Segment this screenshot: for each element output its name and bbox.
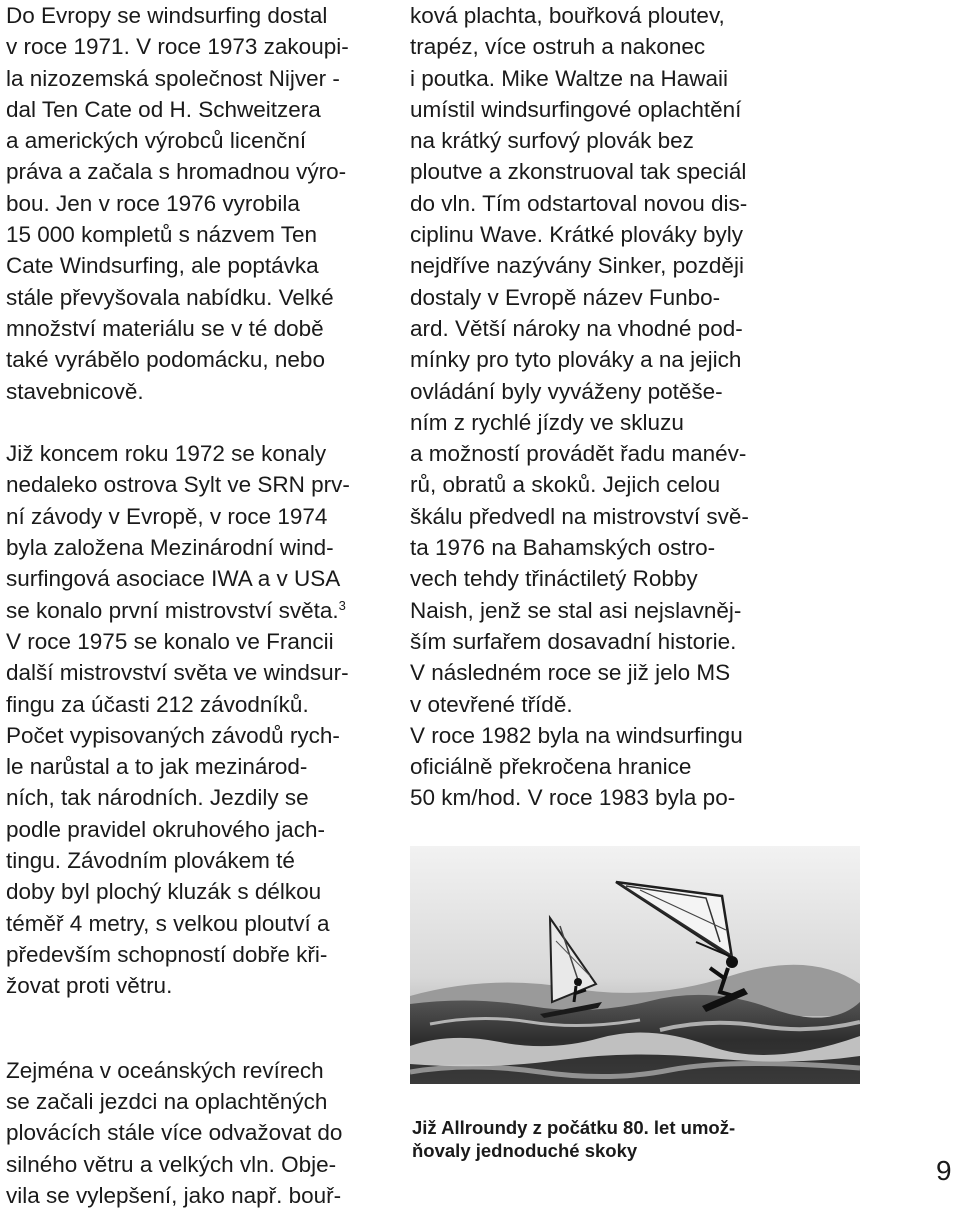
text-line: silného větru a velkých vln. Obje- (6, 1151, 337, 1177)
right-paragraph-1 (410, 0, 862, 814)
text-line: a možností provádět řadu manév- (410, 441, 747, 467)
text-line: 50 km/hod. V roce 1983 byla po- (410, 785, 736, 811)
text-line: oficiálně překročena hranice (410, 754, 692, 780)
text-line: v roce 1971. V roce 1973 zakoupi- (6, 34, 349, 60)
text-line: tingu. Závodním plovákem té (6, 848, 295, 874)
text-line: na krátký surfový plovák bez (410, 128, 694, 154)
text-line: nejdříve nazývány Sinker, později (410, 253, 744, 279)
caption-line: Již Allroundy z počátku 80. let umož- (412, 1117, 736, 1138)
text-line: žovat proti větru. (6, 973, 173, 999)
left-paragraph-3 (6, 1055, 401, 1211)
text-line: také vyrábělo podomácku, nebo (6, 347, 325, 373)
text-line: především schopností dobře kři- (6, 941, 328, 967)
paragraph-gap (6, 407, 401, 438)
text-line: i poutka. Mike Waltze na Hawaii (410, 65, 729, 91)
text-line: Zejména v oceánských revírech (6, 1057, 324, 1083)
text-line: ciplinu Wave. Krátké plováky byly (410, 222, 744, 248)
photo-image (410, 846, 860, 1084)
text-line: ploutve a zkonstruoval tak speciál (410, 159, 747, 185)
text-line: vech tehdy třináctiletý Robby (410, 566, 698, 592)
text-line: rů, obratů a skoků. Jejich celou (410, 472, 721, 498)
text-line: plovácích stále více odvažovat do (6, 1120, 343, 1146)
text-line: a amerických výrobců licenční (6, 128, 307, 154)
text-line: V roce 1982 byla na windsurfingu (410, 722, 743, 748)
text-line: nedaleko ostrova Sylt ve SRN prv- (6, 472, 350, 498)
text-line (6, 595, 401, 626)
footnote-marker: 3 (338, 597, 346, 613)
text-line: stavebnicově. (6, 378, 144, 404)
text-line: v otevřené třídě. (410, 691, 573, 717)
text-line: la nizozemská společnost Nijver - (6, 65, 340, 91)
text-line: stále převyšovala nabídku. Velké (6, 284, 334, 310)
text-line: ard. Větší nároky na vhodné pod- (410, 315, 743, 341)
text-line: bou. Jen v roce 1976 vyrobila (6, 190, 300, 216)
text-line: podle pravidel okruhového jach- (6, 816, 325, 842)
text-line: V následném roce se již jelo MS (410, 660, 731, 686)
text-line: do vln. Tím odstartoval novou dis- (410, 190, 748, 216)
left-text-column (6, 0, 401, 1211)
text-line: Do Evropy se windsurfing dostal (6, 3, 328, 28)
paragraph-gap (6, 1002, 401, 1033)
text-line: surfingová asociace IWA a v USA (6, 566, 341, 592)
text-line: dal Ten Cate od H. Schweitzera (6, 96, 321, 122)
text-line: Cate Windsurfing, ale poptávka (6, 253, 319, 279)
text-line: le narůstal a to jak mezinárod- (6, 754, 308, 780)
text-line: práva a začala s hromadnou výro- (6, 159, 347, 185)
text-line: mínky pro tyto plováky a na jejich (410, 347, 742, 373)
left-paragraph-2 (6, 438, 401, 1001)
text-line: ních, tak národních. Jezdily se (6, 785, 309, 811)
caption-line: ňovaly jednoduché skoky (412, 1140, 638, 1161)
text-line: Počet vypisovaných závodů rych- (6, 722, 340, 748)
text-line-content: se konalo první mistrovství světa. (6, 597, 339, 623)
text-line: ním z rychlé jízdy ve skluzu (410, 409, 684, 435)
text-line: množství materiálu se v té době (6, 315, 324, 341)
text-line: ní závody v Evropě, v roce 1974 (6, 503, 328, 529)
text-line: umístil windsurfingové oplachtění (410, 96, 742, 122)
text-line: Již koncem roku 1972 se konaly (6, 441, 327, 467)
text-line: ším surfařem dosavadní historie. (410, 628, 737, 654)
text-line: téměř 4 metry, s velkou ploutví a (6, 910, 330, 936)
text-line: doby byl plochý kluzák s délkou (6, 879, 322, 905)
page-number: 9 (936, 1155, 952, 1186)
text-line: dostaly v Evropě název Funbo- (410, 284, 721, 310)
photo-caption (412, 1116, 862, 1162)
text-line: V roce 1975 se konalo ve Francii (6, 628, 334, 654)
paragraph-gap (6, 1033, 401, 1055)
text-line: vila se vylepšení, jako např. bouř- (6, 1182, 342, 1208)
text-line: Naish, jenž se stal asi nejslavněj- (410, 597, 742, 623)
windsurfing-photo (410, 846, 860, 1084)
left-paragraph-1 (6, 0, 401, 407)
text-line: škálu předvedl na mistrovství svě- (410, 503, 749, 529)
text-line: se začali jezdci na oplachtěných (6, 1089, 328, 1115)
text-line: ková plachta, bouřková ploutev, (410, 3, 725, 28)
text-line: ta 1976 na Bahamských ostro- (410, 535, 716, 561)
text-line: 15 000 kompletů s názvem Ten (6, 222, 318, 248)
text-line: byla založena Mezinárodní wind- (6, 535, 334, 561)
text-line: trapéz, více ostruh a nakonec (410, 34, 706, 60)
right-text-column (410, 0, 862, 814)
text-line: další mistrovství světa ve windsur- (6, 660, 349, 686)
text-line: fingu za účasti 212 závodníků. (6, 691, 309, 717)
text-line: ovládání byly vyváženy potěše- (410, 378, 723, 404)
